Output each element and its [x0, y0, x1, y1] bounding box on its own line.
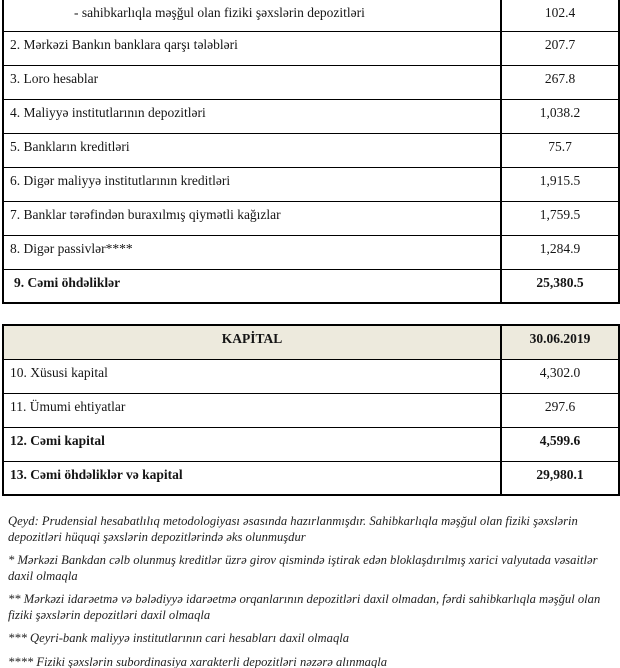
row-label: - sahibkarlıqla məşğul olan fiziki şəxslərin depozitləri — [3, 0, 501, 31]
table-row — [3, 31, 619, 65]
table-row — [3, 201, 619, 235]
row-label: 5. Bankların kreditləri — [3, 133, 501, 167]
capital-table-header-row — [3, 325, 619, 359]
row-value: 297.6 — [501, 393, 619, 427]
row-label: 10. Xüsusi kapital — [3, 359, 501, 393]
row-value: 1,915.5 — [501, 167, 619, 201]
row-label: 4. Maliyyə institutlarının depozitləri — [3, 99, 501, 133]
table-row — [3, 393, 619, 427]
table-row-total-liabilities-and-capital — [3, 461, 619, 495]
row-value: 1,284.9 — [501, 235, 619, 269]
row-value: 4,599.6 — [501, 427, 619, 461]
column-header-date: 30.06.2019 — [501, 325, 619, 359]
row-label: 8. Digər passivlər**** — [3, 235, 501, 269]
row-value: 4,302.0 — [501, 359, 619, 393]
footnote-asterisk-1: * Mərkəzi Bankdan cəlb olunmuş kreditlər üzrə girov qismində iştirak edən bloklaşdırılmış xarici valyutada vəsaitlər daxil olmaqla — [8, 553, 598, 583]
footnote-asterisk-4: **** Fiziki şəxslərin subordinasiya xarakterli depozitləri nəzərə alınmaqla — [8, 654, 388, 668]
row-value: 207.7 — [501, 31, 619, 65]
row-label: 11. Ümumi ehtiyatlar — [3, 393, 501, 427]
row-label: 9. Cəmi öhdəliklər — [3, 269, 501, 303]
table-row — [3, 235, 619, 269]
row-value: 25,380.5 — [501, 269, 619, 303]
row-label: 3. Loro hesablar — [3, 65, 501, 99]
table-row — [3, 65, 619, 99]
row-label: 13. Cəmi öhdəliklər və kapital — [3, 461, 501, 495]
row-value: 29,980.1 — [501, 461, 619, 495]
table-row-total-liabilities — [3, 269, 619, 303]
row-value: 102.4 — [501, 0, 619, 31]
capital-table — [2, 324, 620, 496]
table-row — [3, 133, 619, 167]
footnotes-section — [8, 514, 614, 668]
row-value: 1,038.2 — [501, 99, 619, 133]
footnote-asterisk-3: *** Qeyri-bank maliyyə institutlarının cari hesabları daxil olmaqla — [8, 631, 350, 645]
row-label: 7. Banklar tərəfindən buraxılmış qiymətli kağızlar — [3, 201, 501, 235]
row-label: 6. Digər maliyyə institutlarının kreditləri — [3, 167, 501, 201]
row-value: 267.8 — [501, 65, 619, 99]
table-row — [3, 359, 619, 393]
row-label: 2. Mərkəzi Bankın banklara qarşı tələbləri — [3, 31, 501, 65]
footnote-qeyd: Qeyd: Prudensial hesabatlılıq metodologiyası əsasında hazırlanmışdır. Sahibkarlıqla məşğul olan fiziki şəxslərin depozitləri hüquqi şəxslərin depozitlərində əks olunmuşdur — [8, 514, 578, 544]
row-value: 1,759.5 — [501, 201, 619, 235]
table-row-total-capital — [3, 427, 619, 461]
row-label: 12. Cəmi kapital — [3, 427, 501, 461]
column-header-capital: KAPİTAL — [3, 325, 501, 359]
footnote-asterisk-2: ** Mərkəzi idarəetmə və bələdiyyə idarəetmə orqanlarının depozitləri daxil olmadan, fərdi sahibkarlıqla məşğul olan fiziki şəxslərin depozitləri daxil olmaqla — [8, 592, 601, 622]
table-row — [3, 167, 619, 201]
row-value: 75.7 — [501, 133, 619, 167]
table-row — [3, 0, 619, 31]
liabilities-table — [2, 0, 620, 304]
table-row — [3, 99, 619, 133]
